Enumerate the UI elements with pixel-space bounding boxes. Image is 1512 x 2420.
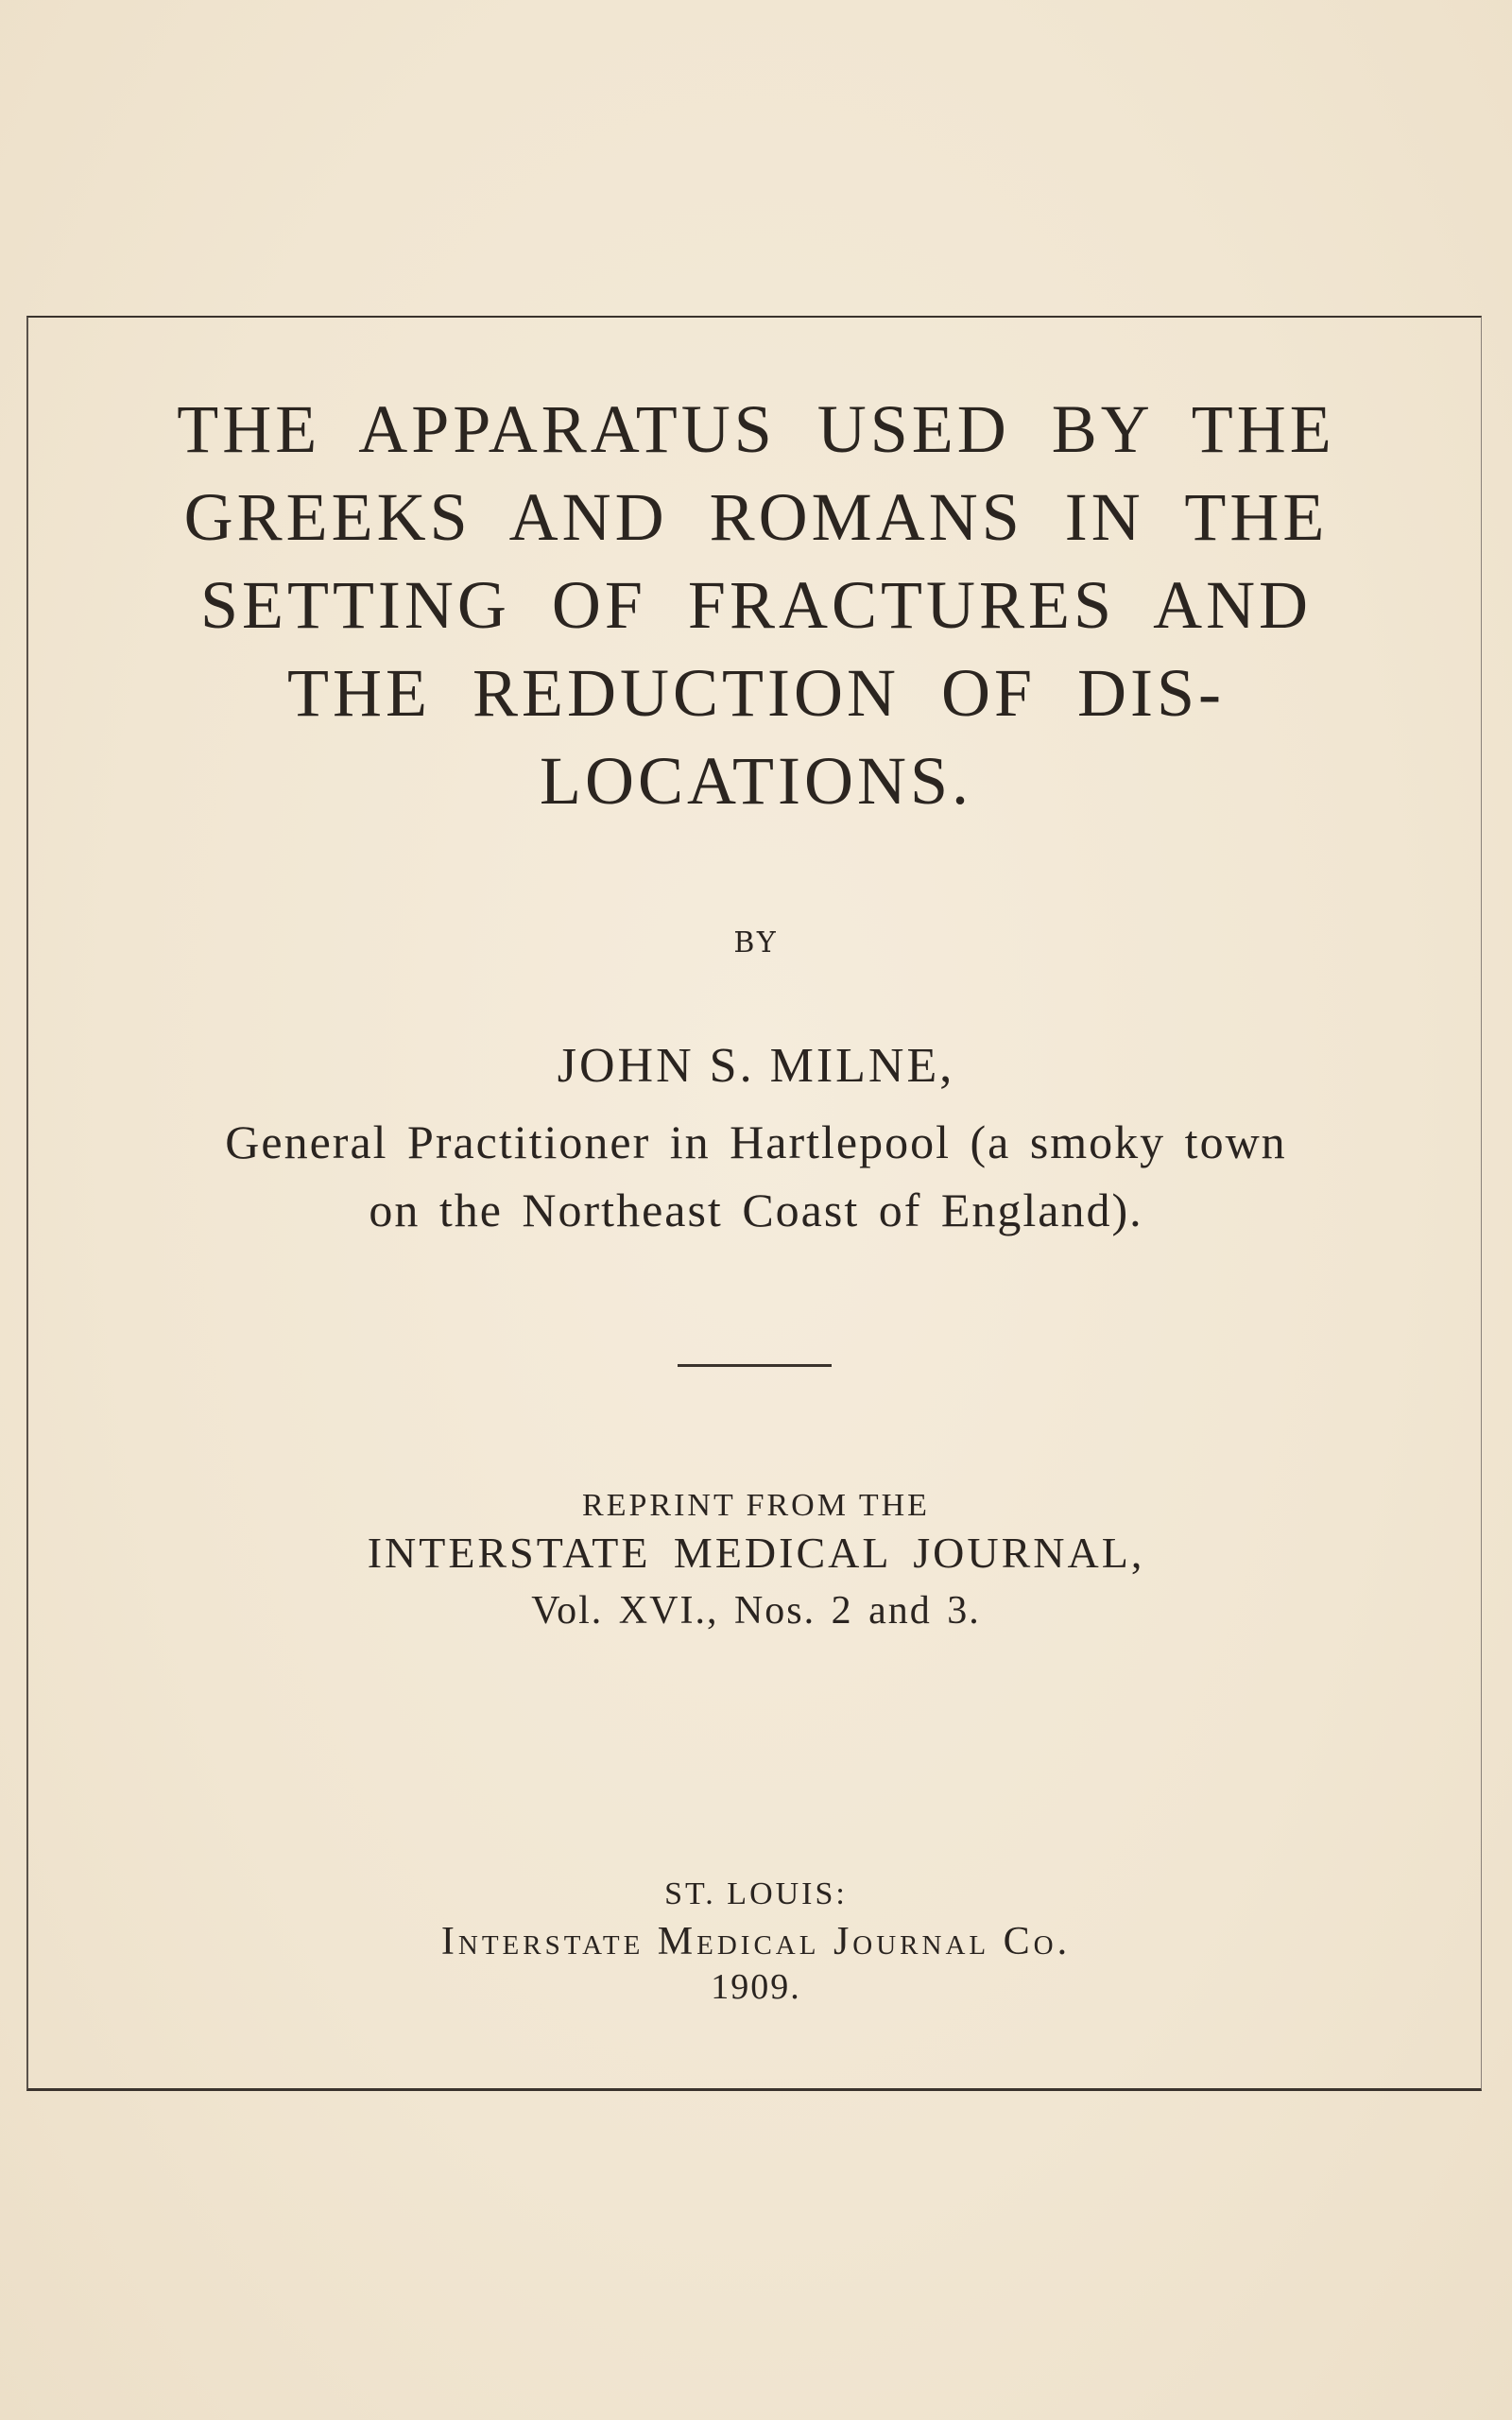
reprint-label: REPRINT FROM THE bbox=[582, 1488, 930, 1523]
imprint-year: 1909. bbox=[711, 1967, 801, 2007]
title-line: GREEKS AND ROMANS IN THE bbox=[183, 479, 1329, 555]
book-title bbox=[0, 386, 1512, 825]
imprint-publisher: Interstate Medical Journal Co. bbox=[440, 1920, 1072, 1963]
affiliation-line: General Practitioner in Hartlepool (a smoky town bbox=[225, 1115, 1287, 1168]
title-line: THE APPARATUS USED BY THE bbox=[177, 391, 1335, 467]
title-line: THE REDUCTION OF DIS- bbox=[287, 655, 1225, 731]
affiliation-line: on the Northeast Coast of England). bbox=[369, 1184, 1143, 1236]
journal-name: INTERSTATE MEDICAL JOURNAL, bbox=[367, 1529, 1145, 1577]
title-line: SETTING OF FRACTURES AND bbox=[199, 567, 1313, 643]
volume-info: Vol. XVI., Nos. 2 and 3. bbox=[531, 1589, 981, 1633]
by-label: BY bbox=[733, 926, 779, 959]
title-line: LOCATIONS. bbox=[539, 743, 972, 819]
divider-rule bbox=[678, 1364, 832, 1367]
author-affiliation bbox=[0, 1108, 1512, 1244]
imprint-city: ST. LOUIS: bbox=[664, 1876, 848, 1911]
author-name: JOHN S. MILNE, bbox=[557, 1039, 955, 1093]
